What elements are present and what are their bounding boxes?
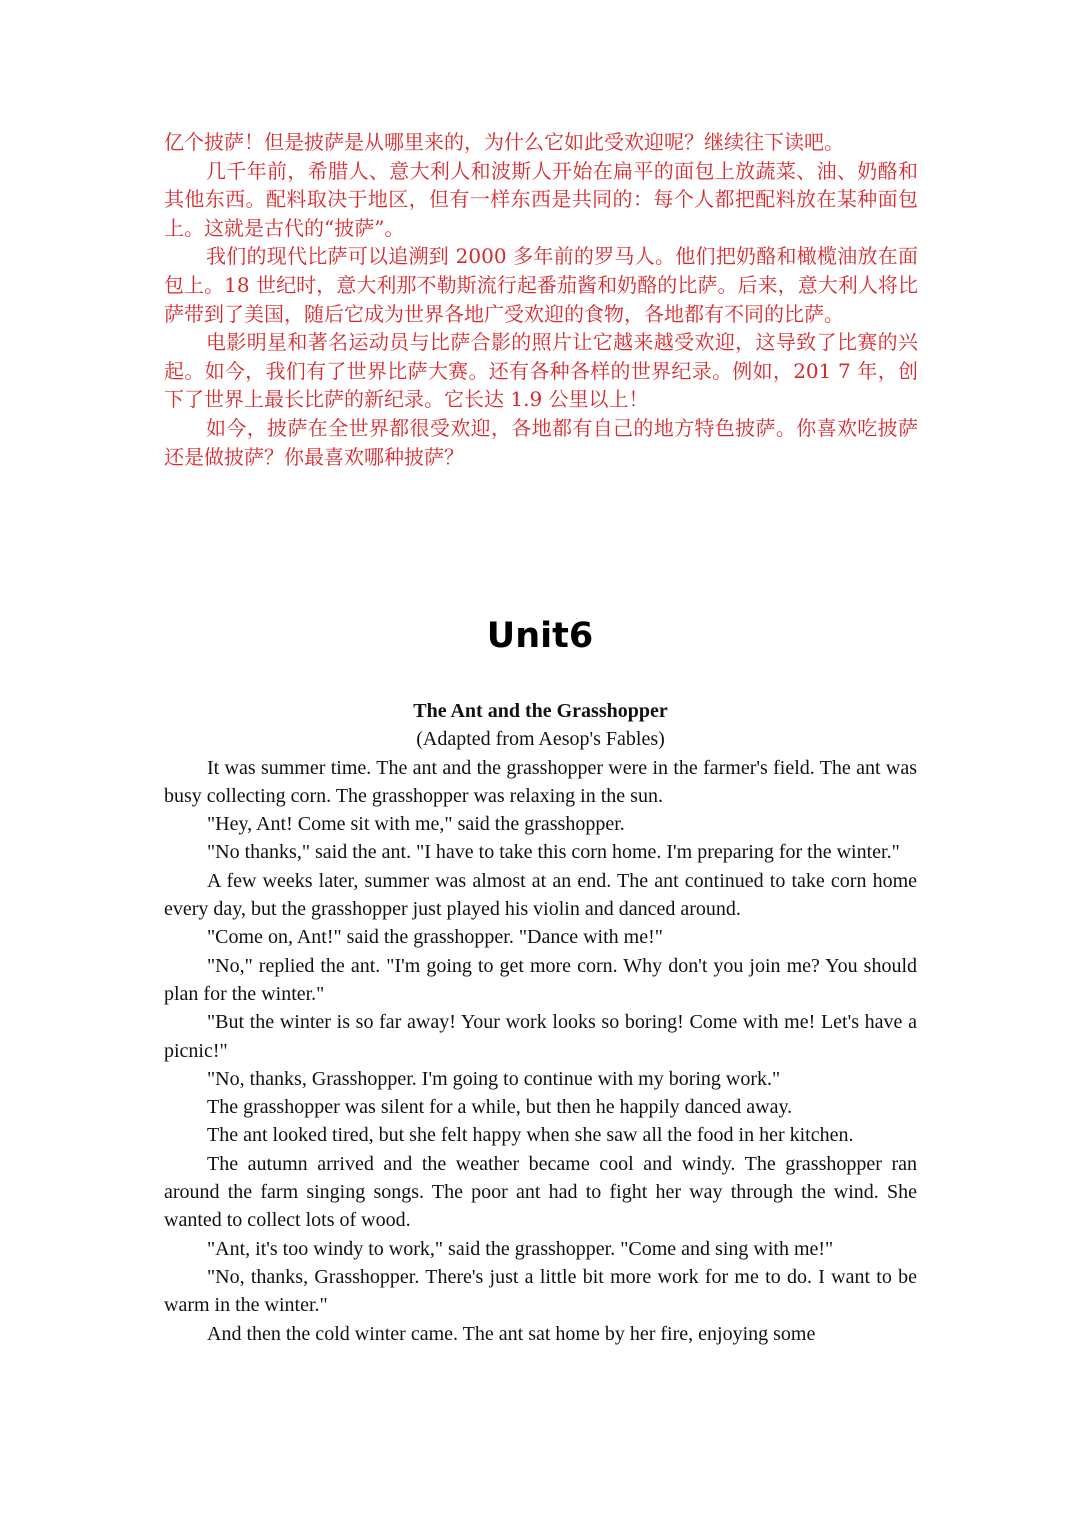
chinese-paragraph: 我们的现代比萨可以追溯到 2000 多年前的罗马人。他们把奶酪和橄榄油放在面包上。18 世纪时，意大利那不勒斯流行起番茄酱和奶酪的比萨。后来，意大利人将比萨带到了美国，随后它成为世界各地广受欢迎的食物，各地都有不同的比萨。	[164, 244, 918, 326]
story-paragraph: The ant looked tired, but she felt happy when she saw all the food in her kitchen.	[207, 1124, 854, 1147]
chinese-paragraph: 亿个披萨！但是披萨是从哪里来的，为什么它如此受欢迎呢？继续往下读吧。	[164, 130, 844, 154]
story-title: The Ant and the Grasshopper	[413, 700, 668, 722]
chinese-paragraph: 如今，披萨在全世界都很受欢迎，各地都有自己的地方特色披萨。你喜欢吃披萨还是做披萨？你最喜欢哪种披萨？	[164, 415, 918, 469]
chinese-translation-section	[164, 128, 918, 471]
story-paragraph: "Ant, it's too windy to work," said the grasshopper. "Come and sing with me!"	[207, 1237, 834, 1260]
story-paragraph: "Come on, Ant!" said the grasshopper. "Dance with me!"	[207, 926, 663, 949]
story-paragraph: And then the cold winter came. The ant sat home by her fire, enjoying some	[207, 1322, 816, 1345]
unit-heading: Unit6	[486, 616, 594, 656]
story-paragraph: "No, thanks, Grasshopper. There's just a little bit more work for me to do. I want to be warm in the winter."	[164, 1265, 917, 1317]
story-section	[164, 697, 917, 1348]
story-paragraph: The autumn arrived and the weather became cool and windy. The grasshopper ran around the farm singing songs. The poor ant had to fight her way through the wind. She wanted to collect lots of wood.	[164, 1152, 917, 1232]
story-paragraph: "But the winter is so far away! Your work looks so boring! Come with me! Let's have a picnic!"	[164, 1011, 917, 1062]
chinese-paragraph: 电影明星和著名运动员与比萨合影的照片让它越来越受欢迎，这导致了比赛的兴起。如今，我们有了世界比萨大赛。还有各种各样的世界纪录。例如，201 7 年，创下了世界上最长比萨的新纪录。它长达 1.9 公里以上！	[164, 330, 918, 412]
story-paragraph: "Hey, Ant! Come sit with me," said the grasshopper.	[207, 813, 625, 836]
story-paragraph: "No," replied the ant. "I'm going to get more corn. Why don't you join me? You should plan for the winter."	[164, 954, 917, 1005]
chinese-paragraph: 几千年前，希腊人、意大利人和波斯人开始在扁平的面包上放蔬菜、油、奶酪和其他东西。配料取决于地区，但有一样东西是共同的：每个人都把配料放在某种面包上。这就是古代的“披萨”。	[164, 158, 918, 240]
story-paragraph: A few weeks later, summer was almost at an end. The ant continued to take corn home every day, but the grasshopper just played his violin and danced around.	[164, 869, 917, 921]
story-paragraph: It was summer time. The ant and the grasshopper were in the farmer's field. The ant was busy collecting corn. The grasshopper was relaxing in the sun.	[164, 756, 917, 807]
story-paragraph: "No, thanks, Grasshopper. I'm going to continue with my boring work."	[207, 1067, 781, 1090]
story-paragraph: The grasshopper was silent for a while, but then he happily danced away.	[207, 1096, 793, 1119]
story-subtitle: (Adapted from Aesop's Fables)	[416, 728, 665, 751]
story-paragraph: "No thanks," said the ant. "I have to take this corn home. I'm preparing for the winter."	[207, 841, 900, 864]
